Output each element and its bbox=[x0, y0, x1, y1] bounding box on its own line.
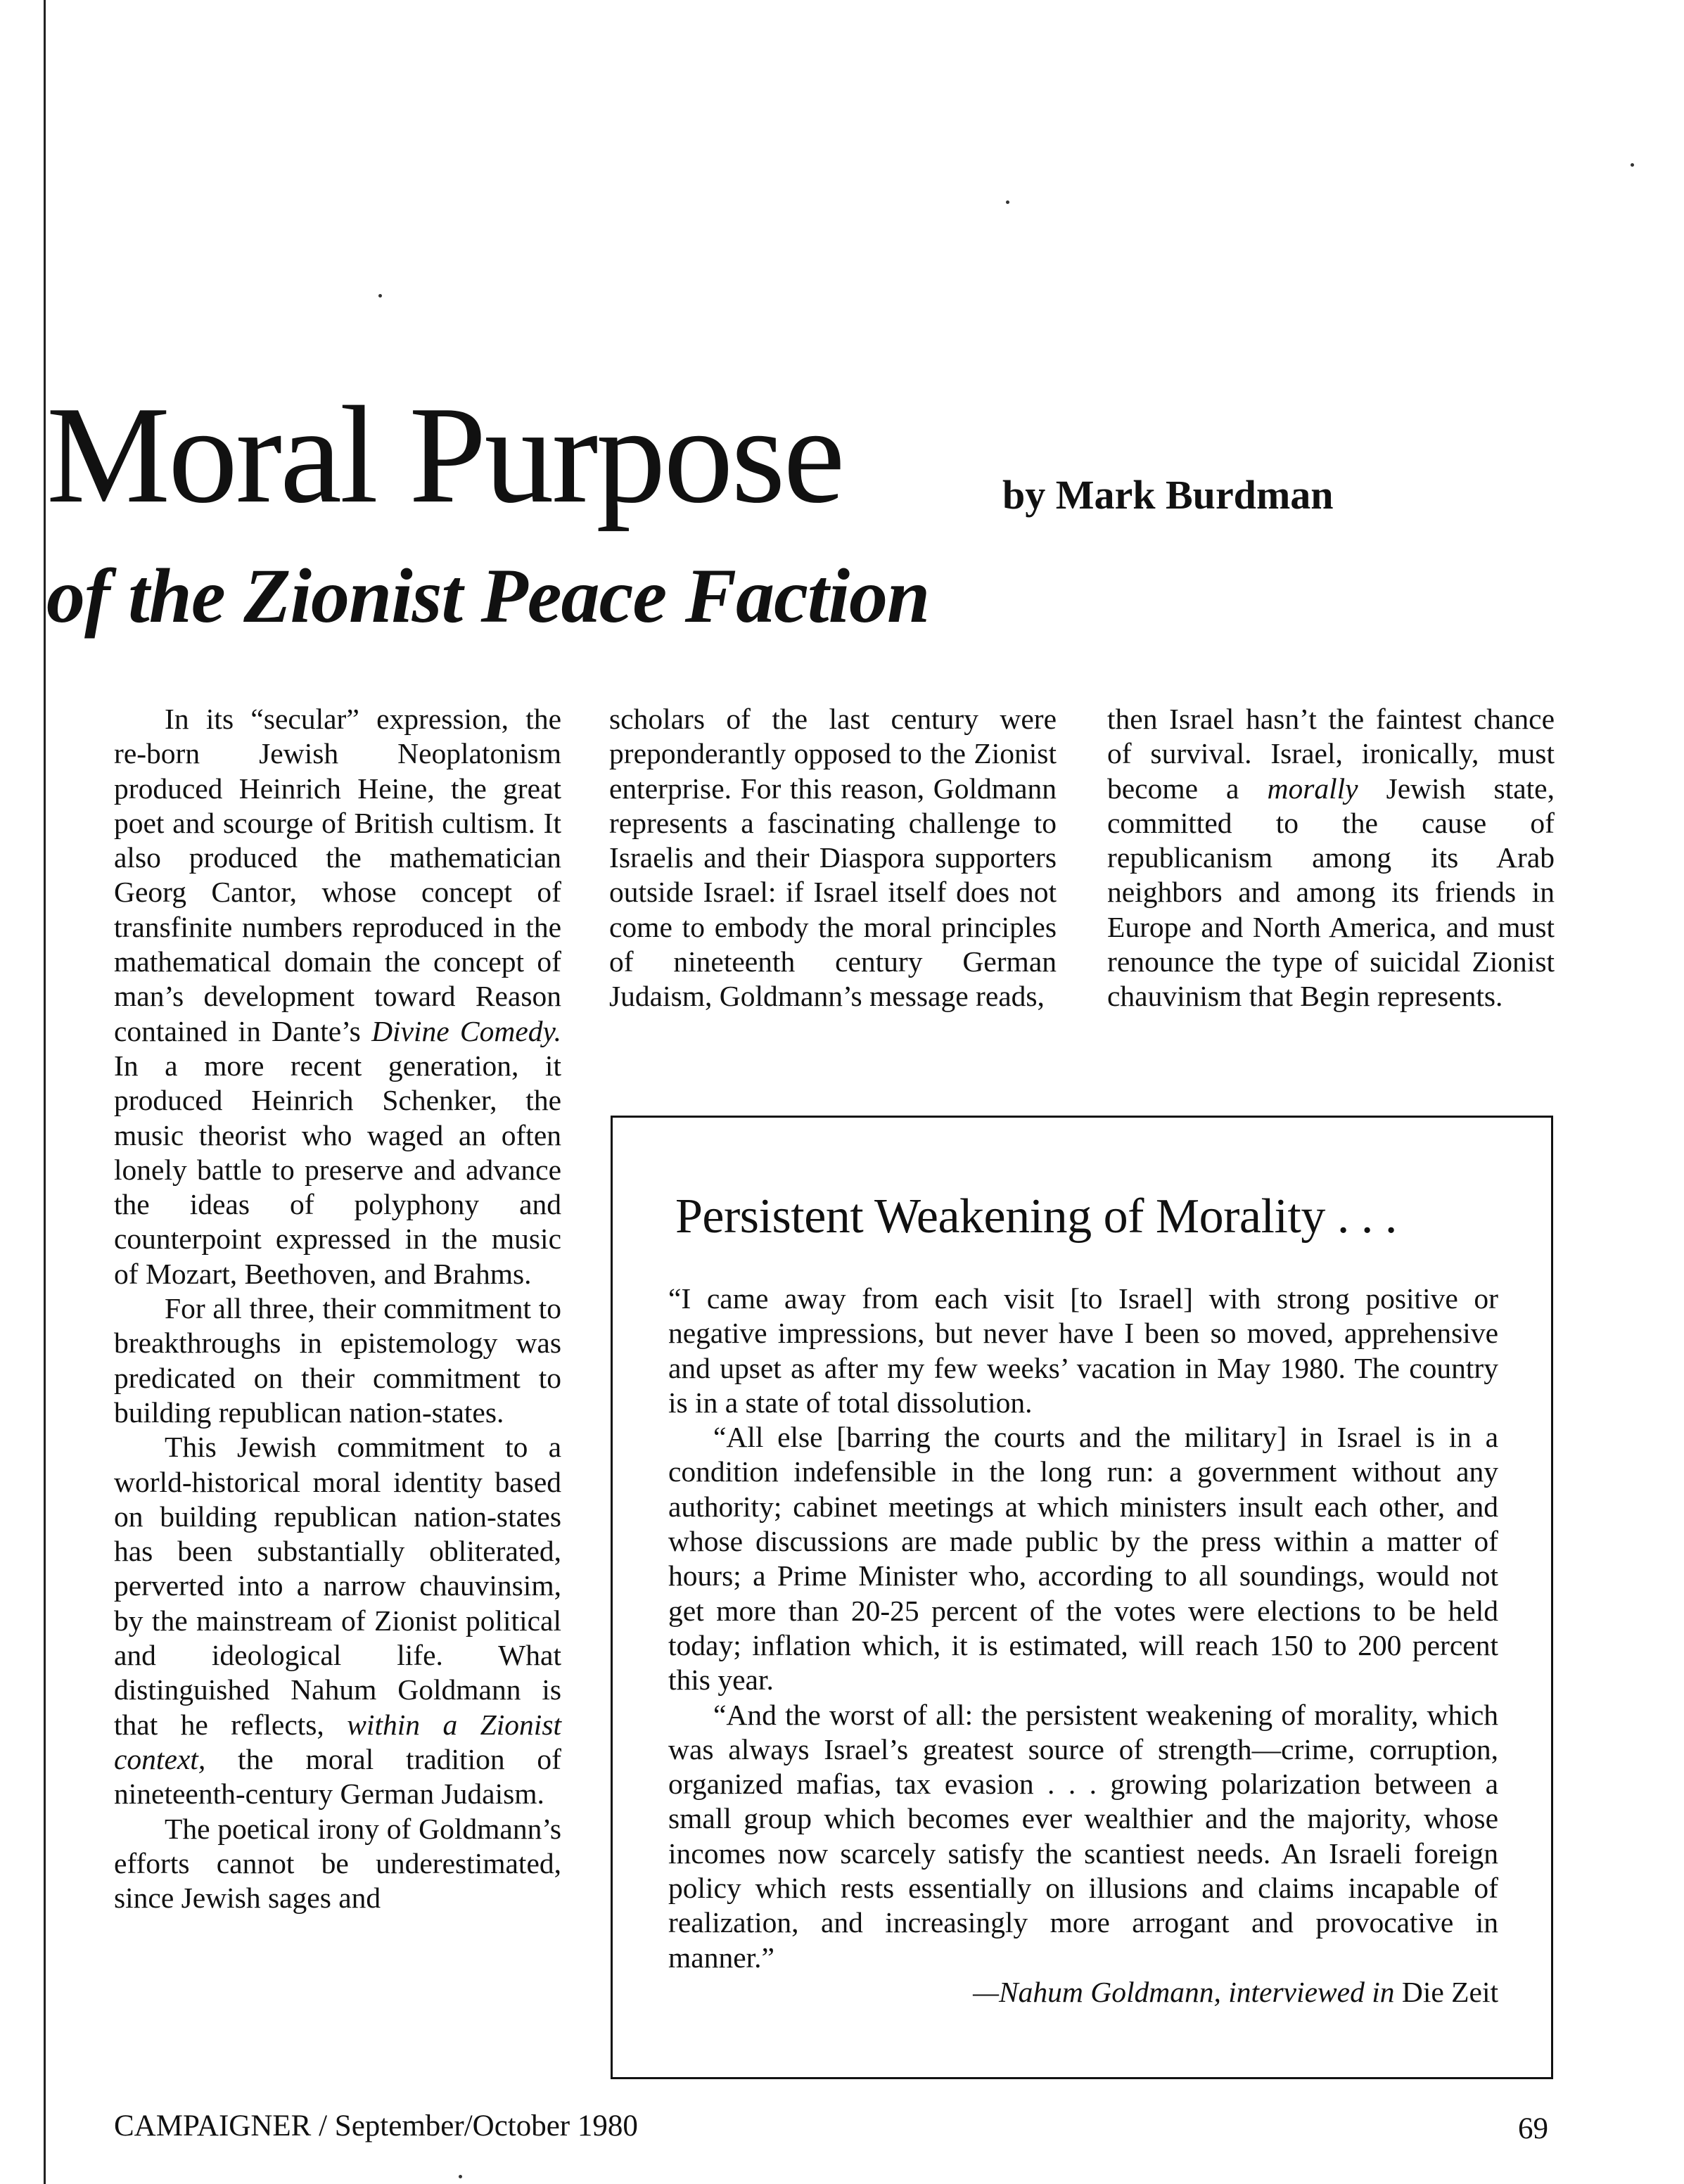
scan-speck bbox=[1006, 200, 1009, 204]
page-number: 69 bbox=[1518, 2112, 1548, 2145]
body-column-1 bbox=[114, 702, 561, 1915]
body-paragraph: In its “secular” expression, the re-born Jewish Neoplatonism produced Heinrich Heine, the great poet and scourge of British cultism. It also produced the mathematician Georg Cantor, whose concept of transfinite numbers reproduced in the mathematical domain the concept of man’s development toward Reason contained in Dante’s Divine Comedy. In a more recent generation, it produced Heinrich Schenker, the music theorist who waged an often lonely battle to preserve and advance the ideas of polyphony and counterpoint expressed in the music of Mozart, Beethoven, and Brahms. bbox=[114, 703, 561, 1290]
body-paragraph: For all three, their commitment to breakthroughs in epistemology was predicated on their commitment to building republican nation-states. bbox=[114, 1292, 561, 1429]
sidebar-heading: Persistent Weakening of Morality . . . bbox=[675, 1189, 1397, 1244]
body-paragraph: then Israel hasn’t the faintest chance of survival. Israel, ironically, must become a morally Jewish state, committed to the cause of republicanism among its Arab neighbors and among its friends in Europe and North America, and must renounce the type of suicidal Zionist chauvinism that Begin represents. bbox=[1107, 703, 1555, 1013]
footer-publication: CAMPAIGNER / September/October 1980 bbox=[114, 2109, 638, 2143]
body-paragraph: The poetical irony of Goldmann’s efforts cannot be underestimated, since Jewish sages and bbox=[114, 1812, 561, 1915]
scan-speck bbox=[1631, 163, 1634, 167]
body-column-3 bbox=[1107, 702, 1555, 1014]
quote-paragraph: “And the worst of all: the persistent weakening of morality, which was always Israel’s greatest source of strength—crime, corruption, organized mafias, tax evasion . . . growing polarization between a small group which becomes ever wealthier and the majority, whose incomes now scarcely satisfy the scantiest needs. An Israeli foreign policy which rests essentially on illusions and claims incapable of realization, and increasingly more arrogant and provocative in manner.” bbox=[668, 1698, 1498, 1974]
body-paragraph: This Jewish commitment to a world-historical moral identity based on building republican nation-states has been substantially obliterated, perverted into a narrow chauvinsim, by the mainstream of Zionist political and ideological life. What distinguished Nahum Goldmann is that he reflects, within a Zionist context, the moral tradition of nineteenth-century German Judaism. bbox=[114, 1431, 561, 1811]
quote-paragraph: “All else [barring the courts and the military] in Israel is in a condition indefensible in the long run: a government without any authority; cabinet meetings at which ministers insult each other, and whose discussions are made public by the press within a matter of hours; a Prime Minister who, according to all soundings, would not get more than 20-25 percent of the votes were elections to be held today; inflation which, it is estimated, will reach 150 to 200 percent this year. bbox=[668, 1421, 1498, 1697]
article-byline: by Mark Burdman bbox=[1002, 472, 1334, 518]
sidebar-quote bbox=[668, 1282, 1498, 2010]
page-edge-line bbox=[44, 0, 46, 2184]
article-title: Moral Purpose bbox=[46, 378, 843, 532]
quote-attribution: —Nahum Goldmann, interviewed in Die Zeit bbox=[973, 1975, 1498, 2008]
article-subtitle: of the Zionist Peace Faction bbox=[46, 553, 930, 639]
scan-speck bbox=[378, 294, 382, 298]
body-column-2 bbox=[609, 702, 1057, 1014]
scan-speck bbox=[459, 2175, 462, 2178]
quote-paragraph: “I came away from each visit [to Israel] with strong positive or negative impressions, but never have I been so moved, apprehensive and upset as after my few weeks’ vacation in May 1980. The country is in a state of total dissolution. bbox=[668, 1282, 1498, 1419]
body-paragraph: scholars of the last century were preponderantly opposed to the Zionist enterprise. For this reason, Goldmann represents a fascinating challenge to Israelis and their Diaspora supporters outside Israel: if Israel itself does not come to embody the moral principles of nineteenth century German Judaism, Goldmann’s message reads, bbox=[609, 703, 1057, 1013]
